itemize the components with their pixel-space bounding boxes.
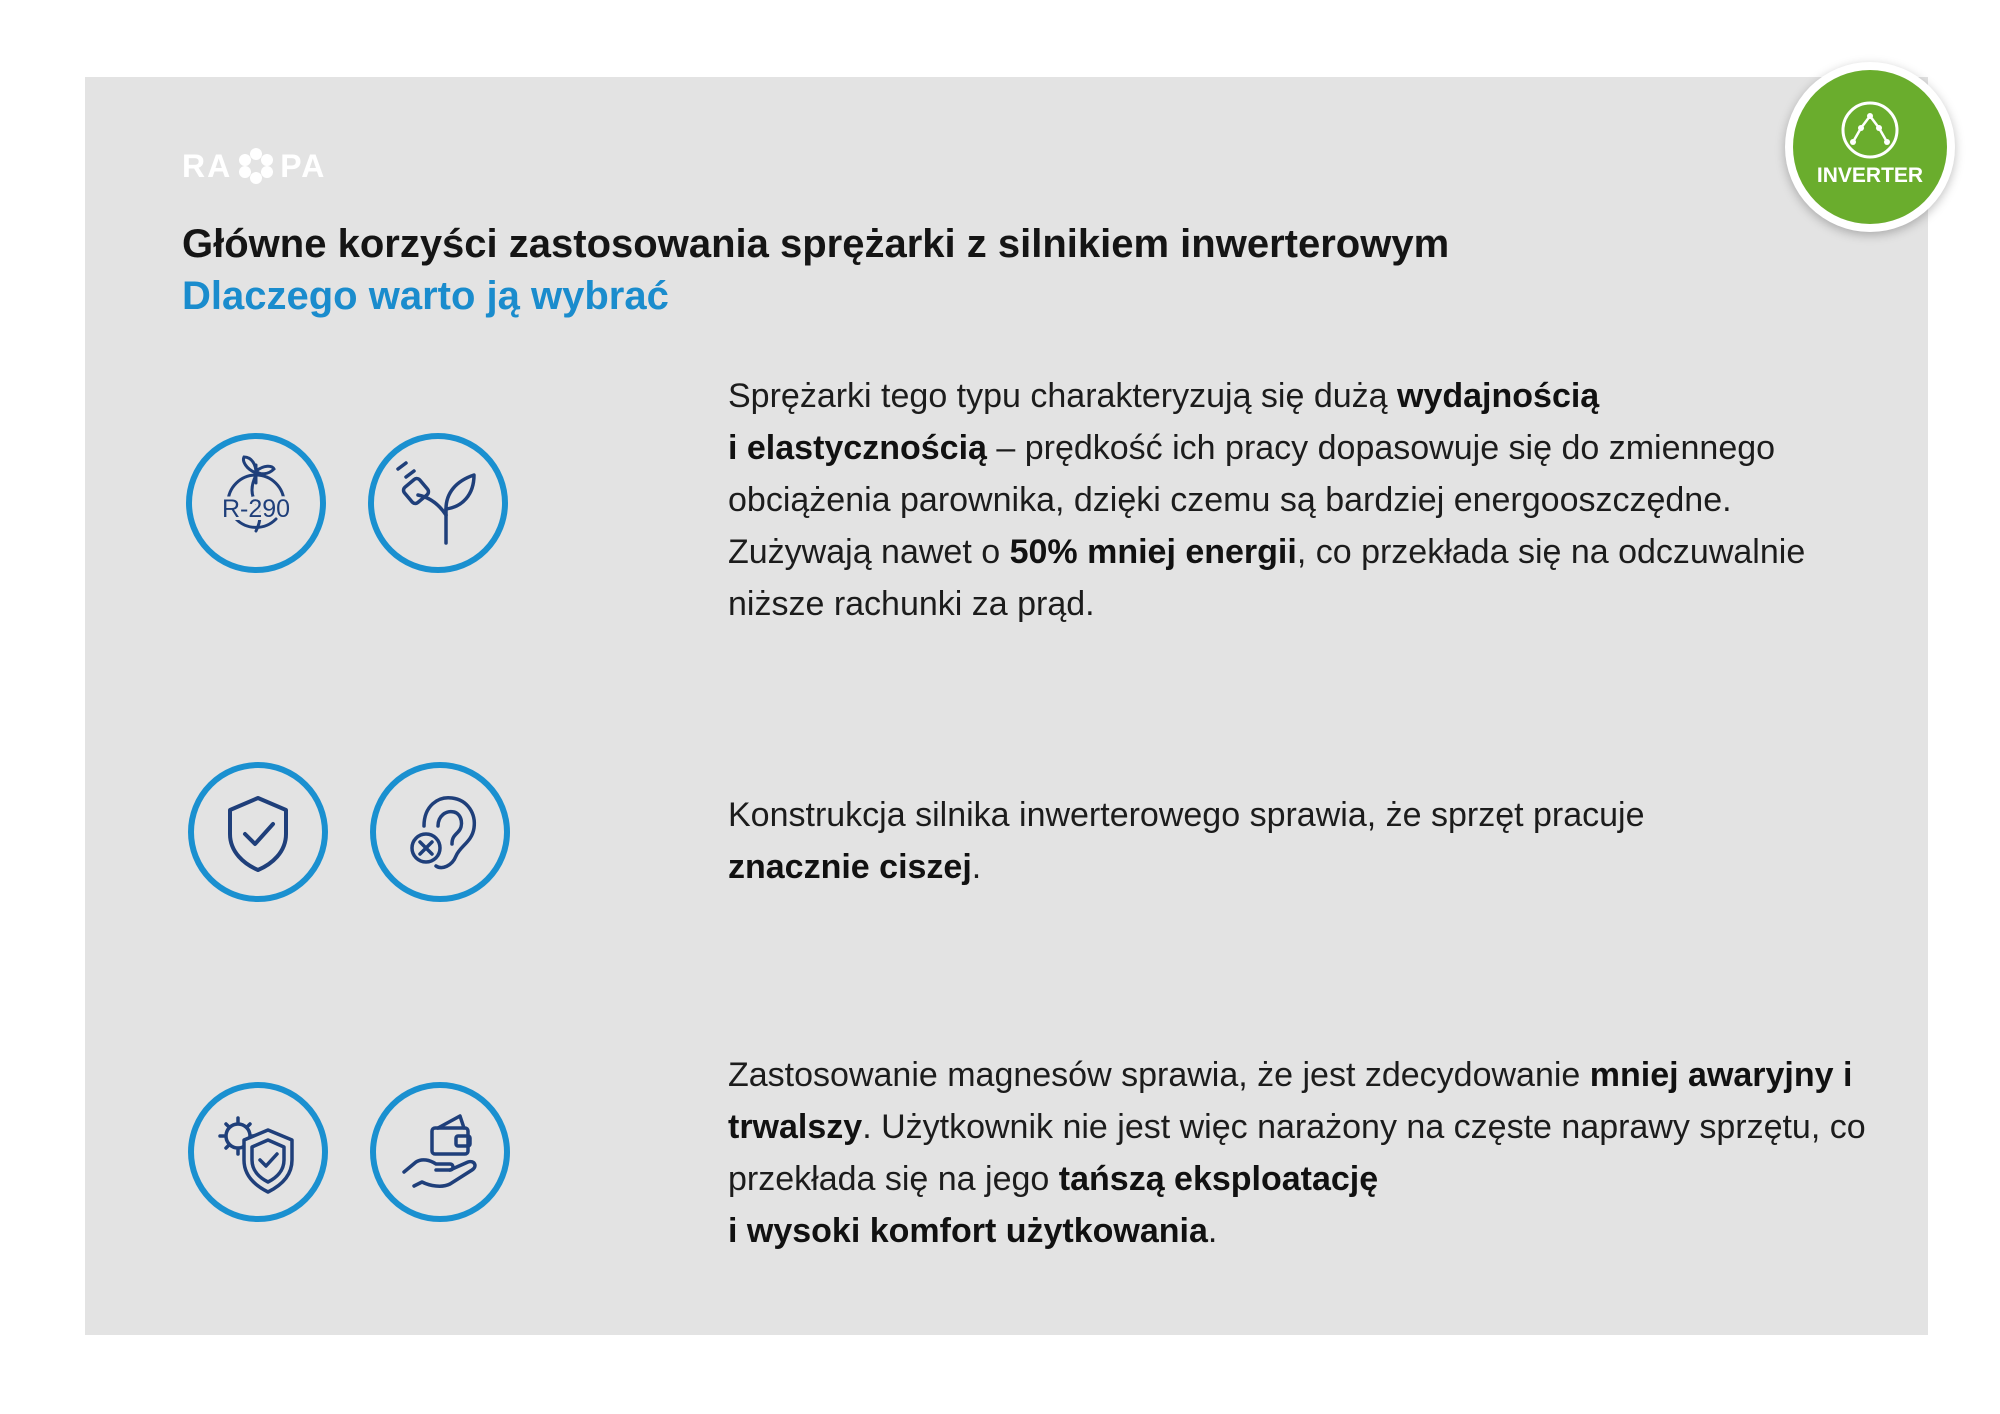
logo-text-left: RA bbox=[182, 147, 233, 184]
rapa-logo bbox=[182, 146, 326, 186]
inverter-badge bbox=[1785, 62, 1955, 232]
highlight-ciszej: znacznie ciszej bbox=[728, 848, 972, 886]
page-title: Główne korzyści zastosowania sprężarki z silnikiem inwerterowym bbox=[182, 222, 1450, 266]
highlight-tansza-eksploatacja: tańszą eksploatację bbox=[1058, 1160, 1379, 1198]
highlight-50-percent: 50% mniej energii bbox=[1009, 533, 1297, 571]
inverter-icon bbox=[1840, 100, 1900, 160]
plug-plant-icon bbox=[368, 433, 508, 573]
snowflake-icon bbox=[234, 146, 278, 186]
r290-refrigerant-icon bbox=[186, 433, 326, 573]
r290-label: R-290 bbox=[221, 495, 291, 523]
benefit-durability-text: Zastosowanie magnesów sprawia, że jest zdecydowanie mniej awaryjny i trwalszy. Użytkownik nie jest więc narażony na częste naprawy sprzętu, co przekłada się na jego tańszą eksploatację i wysoki komfort użytkowania. bbox=[728, 1056, 1866, 1250]
page-subtitle: Dlaczego warto ją wybrać bbox=[182, 274, 669, 318]
benefit-efficiency-text: Sprężarki tego typu charakteryzują się dużą wydajnością i elastycznością – prędkość ich pracy dopasowuje się do zmiennego obciążenia parownika, dzięki czemu są bardziej energooszczędne. Zużywają nawet o 50% mniej energii, co przekłada się na odczuwalnie niższe rachunki za prąd. bbox=[728, 377, 1806, 623]
inverter-badge-label: INVERTER bbox=[1816, 164, 1924, 187]
highlight-mniej-awaryjny: mniej awaryjny i trwalszy bbox=[728, 1056, 1853, 1146]
highlight-wydajnosc: wydajnością bbox=[1397, 377, 1600, 415]
highlight-wysoki-komfort: i wysoki komfort użytkowania bbox=[728, 1212, 1208, 1250]
hand-wallet-icon bbox=[370, 1082, 510, 1222]
highlight-elastycznosc: i elastycznością bbox=[728, 429, 987, 467]
shield-check-icon bbox=[188, 762, 328, 902]
logo-text-right: PA bbox=[280, 147, 327, 184]
benefit-quiet-text: Konstrukcja silnika inwerterowego sprawia, że sprzęt pracuje znacznie ciszej. bbox=[728, 796, 1645, 886]
gear-shield-icon bbox=[188, 1082, 328, 1222]
ear-mute-icon bbox=[370, 762, 510, 902]
